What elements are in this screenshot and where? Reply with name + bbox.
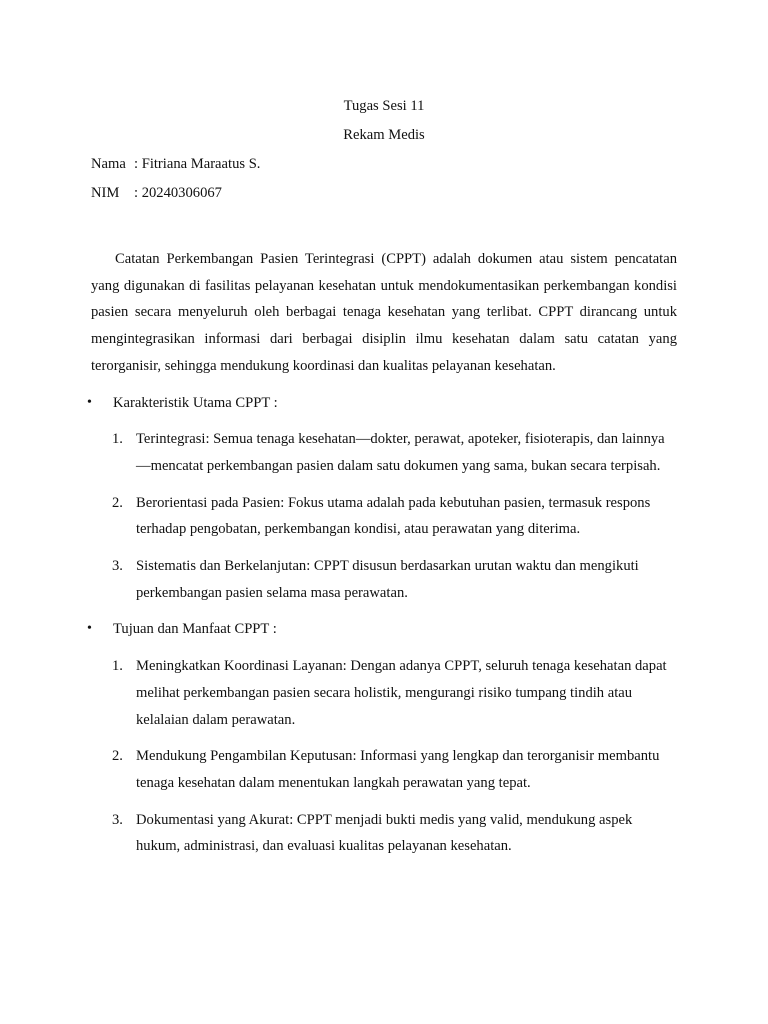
name-label: Nama [91,156,126,172]
section-heading: Karakteristik Utama CPPT : [113,394,278,411]
bullet-icon: • [87,394,92,410]
list-item-text: Meningkatkan Koordinasi Layanan: Dengan adanya CPPT, seluruh tenaga kesehatan dapat melihat perkembangan pasien secara holistik, mengurangi risiko tumpang tindih atau kelalaian dalam perawatan. [136,658,667,728]
list-number: 3. [112,558,123,575]
name-value: : Fitriana Maraatus S. [134,156,261,172]
document-page [87,92,677,870]
list-number: 1. [112,431,123,448]
section-goals-benefits [87,616,677,643]
document-title: Tugas Sesi 11 [343,98,425,114]
list-item [91,807,677,860]
list-number: 2. [112,494,123,511]
list-item-text: Mendukung Pengambilan Keputusan: Informasi yang lengkap dan terorganisir membantu tenaga kesehatan dalam menentukan langkah perawatan yang tepat. [136,748,660,791]
name-row [91,150,677,179]
list-number: 2. [112,748,123,765]
nim-row [91,179,677,208]
nim-label: NIM [91,185,120,201]
nim-value: : 20240306067 [134,185,222,201]
list-item-text: Dokumentasi yang Akurat: CPPT menjadi bukti medis yang valid, mendukung aspek hukum, administrasi, dan evaluasi kualitas pelayanan kesehatan. [136,811,633,855]
list-item-text: Berorientasi pada Pasien: Fokus utama adalah pada kebutuhan pasien, termasuk respons terhadap pengobatan, perkembangan kondisi, atau perawatan yang diterima. [136,494,651,538]
characteristics-list [91,426,677,606]
list-item-text: Terintegrasi: Semua tenaga kesehatan—dokter, perawat, apoteker, fisioterapis, dan lainnya—mencatat perkembangan pasien dalam satu dokumen yang sama, bukan secara terpisah. [136,431,665,474]
section-characteristics [87,390,677,417]
section-heading: Tujuan dan Manfaat CPPT : [113,621,277,638]
list-number: 1. [112,658,123,675]
document-subtitle: Rekam Medis [343,127,425,143]
list-item [91,490,677,543]
intro-paragraph: Catatan Perkembangan Pasien Terintegrasi (CPPT) adalah dokumen atau sistem pencatatan yang digunakan di fasilitas pelayanan kesehatan untuk mendokumentasikan perkembangan kondisi pasien secara menyeluruh oleh berbagai tenaga kesehatan yang terlibat. CPPT dirancang untuk mengintegrasikan informasi dari berbagai disiplin ilmu kesehatan dalam satu catatan yang terorganisir, sehingga mendukung koordinasi dan kualitas pelayanan kesehatan. [91,251,677,374]
list-item [91,553,677,606]
goals-benefits-list [91,653,677,860]
list-item [91,426,677,479]
bullet-icon: • [87,621,92,637]
list-item [91,743,677,796]
list-item-text: Sistematis dan Berkelanjutan: CPPT disusun berdasarkan urutan waktu dan mengikuti perkembangan pasien selama masa perawatan. [136,558,639,601]
list-item [91,653,677,733]
list-number: 3. [112,811,123,828]
